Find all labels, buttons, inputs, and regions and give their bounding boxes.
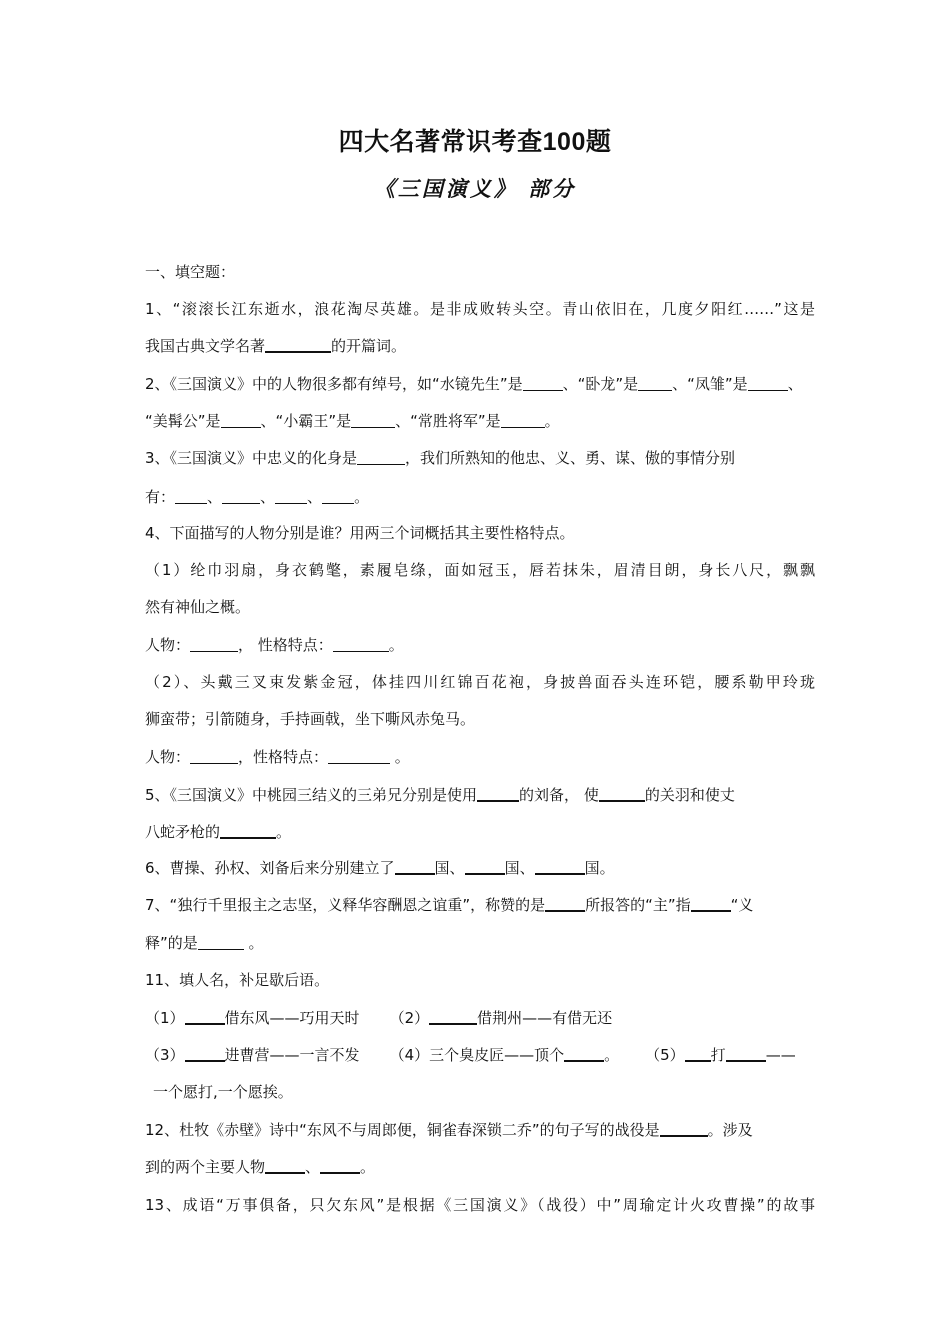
question-12-line-2: 到的两个主要人物 、 。 xyxy=(145,1158,376,1176)
answer-blank[interactable] xyxy=(660,1121,708,1137)
answer-blank[interactable] xyxy=(465,859,505,875)
answer-blank[interactable] xyxy=(220,823,276,839)
question-4-answer-2: 人物： ，性格特点： 。 xyxy=(145,748,410,766)
question-11-line-4: 一个愿打,一个愿挨。 xyxy=(153,1083,293,1101)
answer-blank[interactable] xyxy=(328,749,390,764)
answer-blank[interactable] xyxy=(198,935,244,950)
question-11-line-3: （3） 进曹营——一言不发 （4）三个臭皮匠——顶个 。 （5） 打 —— xyxy=(145,1046,796,1064)
answer-blank[interactable] xyxy=(320,1158,360,1174)
answer-blank[interactable] xyxy=(523,376,563,391)
question-13-line-1: 13、成语“万事俱备，只欠东风”是根据《三国演义》（战役）中”周瑜定计火攻曹操”的故事 xyxy=(145,1196,815,1214)
answer-blank[interactable] xyxy=(275,489,307,504)
answer-blank[interactable] xyxy=(748,376,788,391)
answer-blank[interactable] xyxy=(333,637,389,652)
question-4-answer-1: 人物： ， 性格特点： 。 xyxy=(145,636,404,654)
question-1-line-2: 我国古典文学名著 的开篇词。 xyxy=(145,337,407,355)
answer-blank[interactable] xyxy=(265,1158,305,1174)
answer-blank[interactable] xyxy=(726,1046,766,1062)
question-4-passage-2-line-1: （2）、头戴三叉束发紫金冠，体挂四川红锦百花袍，身披兽面吞头连环铠，腰系勒甲玲珑 xyxy=(145,673,815,691)
answer-blank[interactable] xyxy=(429,1009,477,1025)
question-12-line-1: 12、杜牧《赤壁》诗中“东风不与周郎便，铜雀春深锁二乔”的句子写的战役是 。涉及 xyxy=(145,1121,753,1139)
question-7-line-2: 释”的是 。 xyxy=(145,934,264,952)
question-3-line-2: 有： 、 、 、 。 xyxy=(145,488,370,506)
question-5-line-2: 八蛇矛枪的 。 xyxy=(145,823,292,841)
answer-blank[interactable] xyxy=(351,413,395,428)
answer-blank[interactable] xyxy=(357,450,405,465)
answer-blank[interactable] xyxy=(322,489,354,504)
answer-blank[interactable] xyxy=(564,1046,604,1062)
document-title: 四大名著常识考查100题 xyxy=(338,128,612,156)
answer-blank[interactable] xyxy=(221,413,261,428)
question-7-line-1: 7、“独行千里报主之志坚，义释华容酬恩之谊重”，称赞的是 所报答的“主”指 “义 xyxy=(145,896,754,914)
section-heading: 一、填空题： xyxy=(145,263,236,281)
answer-blank[interactable] xyxy=(395,859,435,875)
question-4-passage-1-line-2: 然有神仙之概。 xyxy=(145,598,251,616)
answer-blank[interactable] xyxy=(501,413,545,428)
question-11-line-2: （1） 借东风——巧用天时 （2） 借荆州——有借无还 xyxy=(145,1009,613,1027)
answer-blank[interactable] xyxy=(685,1046,711,1062)
answer-blank[interactable] xyxy=(265,337,331,353)
question-5-line-1: 5、《三国演义》中桃园三结义的三弟兄分别是使用 的刘备， 使 的关羽和使丈 xyxy=(145,786,735,804)
answer-blank[interactable] xyxy=(545,896,585,912)
question-4-passage-2-line-2: 狮蛮带；引箭随身，手持画戟，坐下嘶风赤兔马。 xyxy=(145,710,476,728)
document-subtitle: 《三国演义》 部分 xyxy=(373,177,577,201)
question-6: 6、曹操、孙权、刘备后来分别建立了 国、 国、 国。 xyxy=(145,859,615,877)
answer-blank[interactable] xyxy=(185,1046,225,1062)
answer-blank[interactable] xyxy=(175,489,207,504)
answer-blank[interactable] xyxy=(599,786,645,802)
question-2-line-2: “美髯公”是 、“小霸王”是 、“常胜将军”是 。 xyxy=(145,412,560,430)
question-2-line-1: 2、《三国演义》中的人物很多都有绰号，如“水镜先生”是 、“卧龙”是 、“凤雏”是 、 xyxy=(145,375,803,393)
question-4-line-1: 4、下面描写的人物分别是谁？用两三个词概括其主要性格特点。 xyxy=(145,524,575,542)
question-11-line-1: 11、填人名，补足歇后语。 xyxy=(145,971,330,989)
answer-blank[interactable] xyxy=(535,859,585,875)
question-4-passage-1-line-1: （1）纶巾羽扇，身衣鹤氅，素履皂绦，面如冠玉，唇若抹朱，眉清目朗，身长八尺，飘飘 xyxy=(145,561,815,579)
answer-blank[interactable] xyxy=(190,749,238,764)
question-1-line-1: 1、“滚滚长江东逝水，浪花淘尽英雄。是非成败转头空。青山依旧在，几度夕阳红……”这是 xyxy=(145,300,815,318)
answer-blank[interactable] xyxy=(638,376,672,391)
answer-blank[interactable] xyxy=(222,489,260,504)
answer-blank[interactable] xyxy=(691,896,731,912)
answer-blank[interactable] xyxy=(185,1009,225,1025)
question-3-line-1: 3、《三国演义》中忠义的化身是 ，我们所熟知的他忠、义、勇、谋、傲的事情分别 xyxy=(145,449,736,467)
answer-blank[interactable] xyxy=(477,786,519,802)
answer-blank[interactable] xyxy=(190,637,238,652)
